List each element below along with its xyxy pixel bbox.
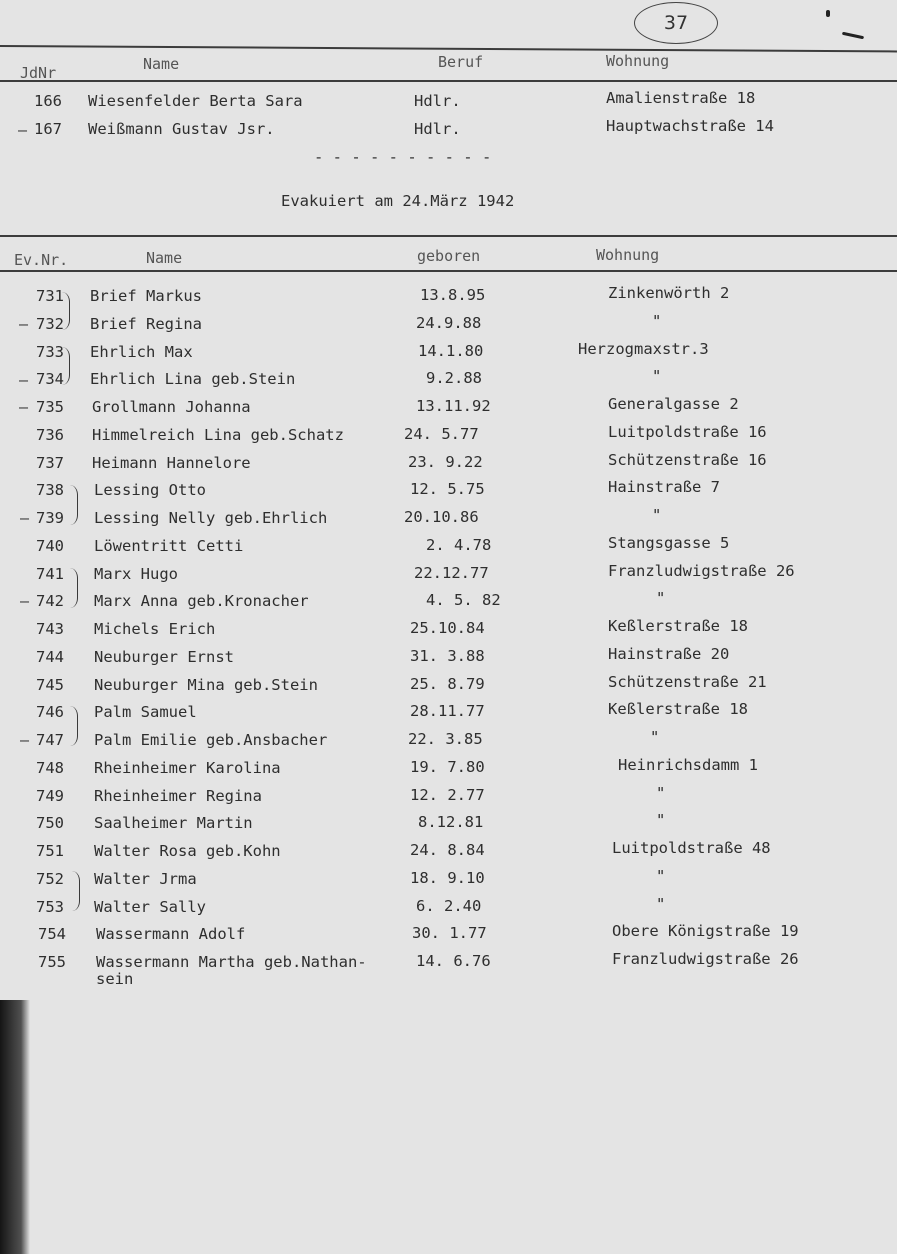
row-wohnung: Generalgasse 2 — [608, 395, 739, 413]
row-wohnung: Schützenstraße 21 — [608, 673, 767, 691]
row-name-continued: sein — [96, 970, 134, 988]
row-geboren: 12. 2.77 — [410, 786, 485, 804]
row-geboren: 24. 8.84 — [410, 841, 485, 859]
row-name: Walter Rosa geb.Kohn — [94, 842, 281, 860]
row-number: 748 — [36, 759, 64, 777]
row-name: Löwentritt Cetti — [94, 537, 244, 555]
row-wohnung: Franzludwigstraße 26 — [612, 950, 799, 968]
row-wohnung: Amalienstraße 18 — [606, 89, 756, 107]
row-number: 752 — [36, 870, 64, 888]
row-number: 746 — [36, 703, 64, 721]
row-number: 740 — [36, 537, 64, 555]
row-number: 737 — [36, 454, 64, 472]
row-number: 745 — [36, 676, 64, 694]
row-name: Brief Regina — [90, 315, 202, 333]
row-geboren: 8.12.81 — [418, 813, 484, 831]
row-name: Lessing Otto — [94, 481, 206, 499]
row-number: 749 — [36, 787, 64, 805]
row-geboren: 23. 9.22 — [408, 453, 483, 471]
family-brace — [70, 706, 78, 746]
row-geboren: 20.10.86 — [404, 508, 479, 526]
row-geboren: 31. 3.88 — [410, 647, 485, 665]
row-wohnung: " — [656, 811, 666, 829]
check-mark: – — [20, 592, 30, 610]
row-beruf: Hdlr. — [414, 92, 461, 110]
row-wohnung: Schützenstraße 16 — [608, 451, 767, 469]
family-brace — [70, 485, 78, 525]
row-name: Walter Jrma — [94, 870, 197, 888]
row-wohnung: Keßlerstraße 18 — [608, 617, 748, 635]
row-number: 750 — [36, 814, 64, 832]
row-geboren: 13.8.95 — [420, 286, 486, 304]
first-header-rule — [0, 80, 897, 82]
row-geboren: 6. 2.40 — [416, 897, 482, 915]
row-name: Grollmann Johanna — [92, 398, 251, 416]
row-name: Ehrlich Lina geb.Stein — [90, 370, 296, 388]
row-geboren: 24. 5.77 — [404, 425, 479, 443]
row-geboren: 14. 6.76 — [416, 952, 491, 970]
row-geboren: 18. 9.10 — [410, 869, 485, 887]
row-wohnung: " — [652, 367, 662, 385]
row-wohnung: Obere Königstraße 19 — [612, 922, 799, 940]
row-geboren: 9.2.88 — [426, 369, 482, 387]
check-mark: – — [20, 731, 30, 749]
header-geboren: geboren — [417, 247, 481, 265]
header-wohnung: Wohnung — [606, 52, 670, 70]
row-wohnung: " — [656, 867, 666, 885]
header-beruf: Beruf — [438, 53, 484, 71]
row-number: 739 — [36, 509, 64, 527]
row-name: Marx Hugo — [94, 565, 178, 583]
row-name: Neuburger Mina geb.Stein — [94, 676, 318, 694]
row-wohnung: " — [652, 312, 662, 330]
row-wohnung: " — [652, 506, 662, 524]
row-number: 732 — [36, 315, 64, 333]
row-number: 741 — [36, 565, 64, 583]
section-title: Evakuiert am 24.März 1942 — [281, 192, 515, 210]
family-brace — [72, 871, 80, 911]
row-geboren: 30. 1.77 — [412, 924, 487, 942]
row-name: Himmelreich Lina geb.Schatz — [92, 426, 344, 444]
row-name: Wassermann Adolf — [96, 925, 246, 943]
family-brace — [70, 568, 78, 608]
row-wohnung: " — [656, 589, 666, 607]
header-jdnr: JdNr — [20, 64, 57, 82]
row-wohnung: Keßlerstraße 18 — [608, 700, 748, 718]
row-name: Neuburger Ernst — [94, 648, 234, 666]
page-number-circle — [634, 2, 718, 44]
check-mark: – — [19, 315, 29, 333]
row-number: 751 — [36, 842, 64, 860]
row-name: Wiesenfelder Berta Sara — [88, 92, 303, 110]
second-top-rule — [0, 235, 897, 237]
row-wohnung: Hauptwachstraße 14 — [606, 117, 774, 135]
row-geboren: 4. 5. 82 — [426, 591, 501, 609]
row-geboren: 28.11.77 — [410, 702, 485, 720]
row-name: Ehrlich Max — [90, 343, 193, 361]
row-name: Wassermann Martha geb.Nathan- — [96, 953, 367, 971]
separator-dashes: - - - - - - - - - - — [314, 148, 492, 166]
row-geboren: 12. 5.75 — [410, 480, 485, 498]
ink-speck — [826, 10, 830, 17]
row-geboren: 19. 7.80 — [410, 758, 485, 776]
row-number: 167 — [34, 120, 62, 138]
row-wohnung: Heinrichsdamm 1 — [618, 756, 758, 774]
row-geboren: 22. 3.85 — [408, 730, 483, 748]
page-number: 37 — [663, 12, 689, 34]
check-mark: – — [19, 371, 29, 389]
row-name: Brief Markus — [90, 287, 202, 305]
header-evnr: Ev.Nr. — [14, 251, 69, 269]
top-rule — [0, 45, 897, 52]
row-number: 754 — [38, 925, 66, 943]
row-name: Weißmann Gustav Jsr. — [88, 120, 275, 138]
row-number: 755 — [38, 953, 66, 971]
row-geboren: 2. 4.78 — [426, 536, 492, 554]
row-name: Michels Erich — [94, 620, 216, 638]
row-number: 744 — [36, 648, 64, 666]
check-mark: – — [20, 509, 30, 527]
row-wohnung: Herzogmaxstr.3 — [578, 340, 709, 358]
row-wohnung: Franzludwigstraße 26 — [608, 562, 795, 580]
row-name: Saalheimer Martin — [94, 814, 253, 832]
header-name-2: Name — [146, 249, 183, 267]
row-wohnung: Zinkenwörth 2 — [608, 284, 730, 302]
header-wohnung-2: Wohnung — [596, 246, 660, 264]
row-name: Palm Samuel — [94, 703, 197, 721]
second-header-rule — [0, 270, 897, 272]
ink-speck — [842, 32, 864, 40]
row-number: 742 — [36, 592, 64, 610]
row-wohnung: " — [656, 895, 666, 913]
row-wohnung: Hainstraße 20 — [608, 645, 730, 663]
row-name: Walter Sally — [94, 898, 206, 916]
row-name: Rheinheimer Regina — [94, 787, 262, 805]
row-number: 736 — [36, 426, 64, 444]
row-number: 738 — [36, 481, 64, 499]
row-wohnung: " — [650, 728, 660, 746]
row-number: 747 — [36, 731, 64, 749]
row-geboren: 14.1.80 — [418, 342, 484, 360]
row-number: 166 — [34, 92, 62, 110]
scan-edge-shadow — [0, 1000, 30, 1254]
row-wohnung: Stangsgasse 5 — [608, 534, 730, 552]
row-beruf: Hdlr. — [414, 120, 461, 138]
check-mark: – — [18, 121, 28, 139]
row-wohnung: Luitpoldstraße 16 — [608, 423, 767, 441]
row-wohnung: Luitpoldstraße 48 — [612, 839, 771, 857]
check-mark: – — [19, 398, 29, 416]
row-wohnung: " — [656, 784, 666, 802]
row-name: Palm Emilie geb.Ansbacher — [94, 731, 328, 749]
row-name: Rheinheimer Karolina — [94, 759, 281, 777]
row-name: Marx Anna geb.Kronacher — [94, 592, 309, 610]
row-number: 734 — [36, 370, 64, 388]
row-number: 753 — [36, 898, 64, 916]
row-wohnung: Hainstraße 7 — [608, 478, 720, 496]
row-name: Lessing Nelly geb.Ehrlich — [94, 509, 328, 527]
row-number: 743 — [36, 620, 64, 638]
row-name: Heimann Hannelore — [92, 454, 251, 472]
row-geboren: 22.12.77 — [414, 564, 489, 582]
row-number: 733 — [36, 343, 64, 361]
row-number: 731 — [36, 287, 64, 305]
row-geboren: 24.9.88 — [416, 314, 482, 332]
row-number: 735 — [36, 398, 64, 416]
header-name: Name — [143, 55, 180, 73]
row-geboren: 13.11.92 — [416, 397, 491, 415]
row-geboren: 25. 8.79 — [410, 675, 485, 693]
row-geboren: 25.10.84 — [410, 619, 485, 637]
